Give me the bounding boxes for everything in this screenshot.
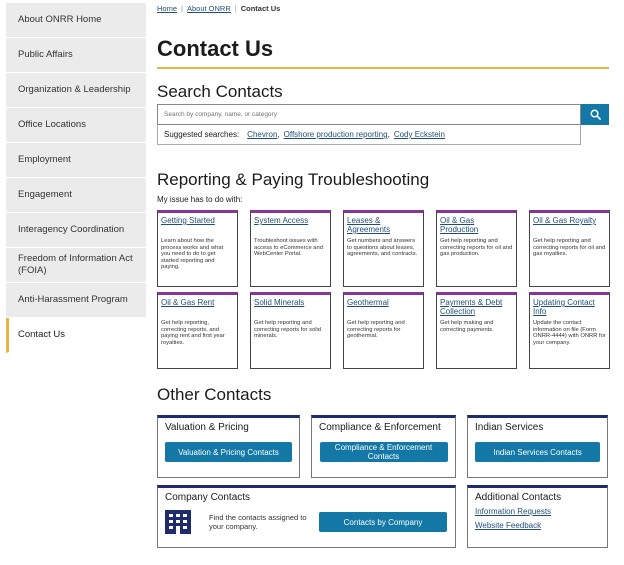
suggestion-separator: , [277, 130, 280, 139]
other-contacts-heading: Other Contacts [157, 385, 272, 404]
topic-card[interactable] [436, 292, 517, 369]
main-content [157, 0, 609, 548]
suggestion-link[interactable]: Chevron [247, 130, 278, 139]
sidebar-item-label: About ONRR Home [18, 14, 102, 25]
breadcrumb [157, 3, 609, 13]
sidebar-item-engagement[interactable] [6, 178, 146, 213]
topic-card-description: Get help reporting and correcting reports for geothermal. [347, 320, 405, 340]
search-heading: Search Contacts [157, 82, 283, 101]
topic-card-title[interactable]: Updating Contact Info [533, 298, 595, 316]
topic-card-title[interactable]: System Access [254, 216, 309, 225]
topic-card[interactable] [157, 292, 238, 369]
search-button[interactable] [581, 104, 609, 125]
sidebar-item-contact-us[interactable] [6, 318, 146, 353]
troubleshooting-grid [157, 210, 609, 369]
topic-card[interactable] [529, 292, 610, 369]
indian-services-contacts-button[interactable]: Indian Services Contacts [475, 442, 600, 462]
sidebar-item-label: Interagency Coordination [18, 224, 125, 235]
topic-card[interactable] [250, 292, 331, 369]
topic-card[interactable] [157, 210, 238, 287]
card-title: Compliance & Enforcement [319, 422, 441, 433]
compliance-enforcement-contacts-button[interactable]: Compliance & Enforcement Contacts [320, 442, 448, 462]
sidebar-item-office-locations[interactable] [6, 108, 146, 143]
topic-card-title[interactable]: Geothermal [347, 298, 389, 307]
company-contacts-text: Find the contacts assigned to your company. [209, 513, 307, 531]
suggested-searches [157, 125, 581, 145]
troubleshooting-subheading: My issue has to do with: [157, 195, 243, 204]
topic-card-description: Get help reporting, correcting reports, and paying rent and first year royalties. [161, 320, 225, 346]
topic-card-description: Get help making and correcting payments. [440, 320, 494, 333]
contacts-by-company-button[interactable]: Contacts by Company [319, 512, 447, 532]
sidebar-item-label: Public Affairs [18, 49, 73, 60]
bottom-contacts-row [157, 485, 609, 548]
sidebar-item-label: Contact Us [18, 329, 65, 340]
topic-card-description: Learn about how the process works and what you need to do to get started reporting and paying. [161, 238, 224, 271]
topic-card[interactable] [343, 210, 424, 287]
breadcrumb-separator: | [181, 3, 183, 13]
topic-card-description: Troubleshoot issues with access to eCommerce and WebCenter Portal. [254, 238, 323, 258]
topic-card[interactable] [343, 292, 424, 369]
sidebar-item-label: Engagement [18, 189, 72, 200]
suggestion-link[interactable]: Offshore production reporting [283, 130, 388, 139]
search-bar [157, 104, 609, 125]
breadcrumb-about-link[interactable]: About ONRR [186, 3, 231, 13]
indian-services-card [467, 415, 608, 478]
topic-card[interactable] [436, 210, 517, 287]
card-title: Company Contacts [165, 492, 251, 503]
information-requests-link[interactable]: Information Requests [475, 507, 552, 516]
topic-card-title[interactable]: Getting Started [161, 216, 215, 225]
topic-card-description: Update the contact information on file (Form ONRR-4444) with ONRR for your company. [533, 320, 606, 346]
topic-card-title[interactable]: Solid Minerals [254, 298, 305, 307]
sidebar-item-label: Anti-Harassment Program [18, 294, 128, 305]
sidebar-item-label: Employment [18, 154, 71, 165]
topic-card-description: Get numbers and answers to questions about leases, agreements, and contracts. [347, 238, 418, 258]
topic-card-title[interactable]: Payments & Debt Collection [440, 298, 503, 316]
sidebar-item-about-home[interactable] [6, 3, 146, 38]
sidebar-item-interagency-coordination[interactable] [6, 213, 146, 248]
breadcrumb-current: Contact Us [240, 3, 281, 13]
topic-card-title[interactable]: Oil & Gas Production [440, 216, 479, 234]
sidebar-item-organization-leadership[interactable] [6, 73, 146, 108]
title-divider [157, 67, 609, 69]
suggested-searches-label: Suggested searches: [164, 130, 240, 139]
topic-card-description: Get help reporting and correcting reports for solid minerals. [254, 320, 322, 340]
additional-contacts-card [467, 485, 608, 548]
other-contacts-row [157, 415, 609, 478]
breadcrumb-home-link[interactable]: Home [157, 3, 178, 13]
search-input[interactable] [157, 104, 581, 125]
sidebar-nav [6, 3, 146, 353]
sidebar-item-label: Office Locations [18, 119, 86, 130]
topic-card-title[interactable]: Oil & Gas Rent [161, 298, 215, 307]
topic-card-title[interactable]: Oil & Gas Royalty [533, 216, 597, 225]
topic-card[interactable] [250, 210, 331, 287]
card-title: Indian Services [475, 422, 544, 433]
sidebar-item-label: Organization & Leadership [18, 84, 131, 95]
suggestion-link[interactable]: Cody Eckstein [393, 130, 445, 139]
sidebar-item-foia[interactable] [6, 248, 146, 283]
website-feedback-link[interactable]: Website Feedback [475, 521, 542, 530]
valuation-pricing-contacts-button[interactable]: Valuation & Pricing Contacts [165, 442, 292, 462]
sidebar-item-label: Freedom of Information Act (FOIA) [18, 253, 133, 276]
breadcrumb-separator: | [234, 3, 237, 13]
suggestion-separator: , [387, 130, 390, 139]
sidebar-item-employment[interactable] [6, 143, 146, 178]
card-title: Additional Contacts [475, 492, 562, 503]
topic-card-description: Get help reporting and correcting reports for oil and gas royalties. [533, 238, 606, 258]
sidebar-item-anti-harassment[interactable] [6, 283, 146, 318]
company-contacts-card [157, 485, 456, 548]
card-title: Valuation & Pricing [165, 422, 249, 433]
troubleshooting-heading: Reporting & Paying Troubleshooting [157, 170, 430, 189]
topic-card-description: Get help reporting and correcting reports for oil and gas production. [440, 238, 513, 258]
search-icon [590, 109, 601, 120]
topic-card-title[interactable]: Leases & Agreements [347, 216, 391, 234]
valuation-pricing-card [157, 415, 300, 478]
building-icon [165, 510, 191, 534]
topic-card[interactable] [529, 210, 610, 287]
compliance-enforcement-card [311, 415, 456, 478]
page-title: Contact Us [157, 36, 274, 61]
sidebar-item-public-affairs[interactable] [6, 38, 146, 73]
